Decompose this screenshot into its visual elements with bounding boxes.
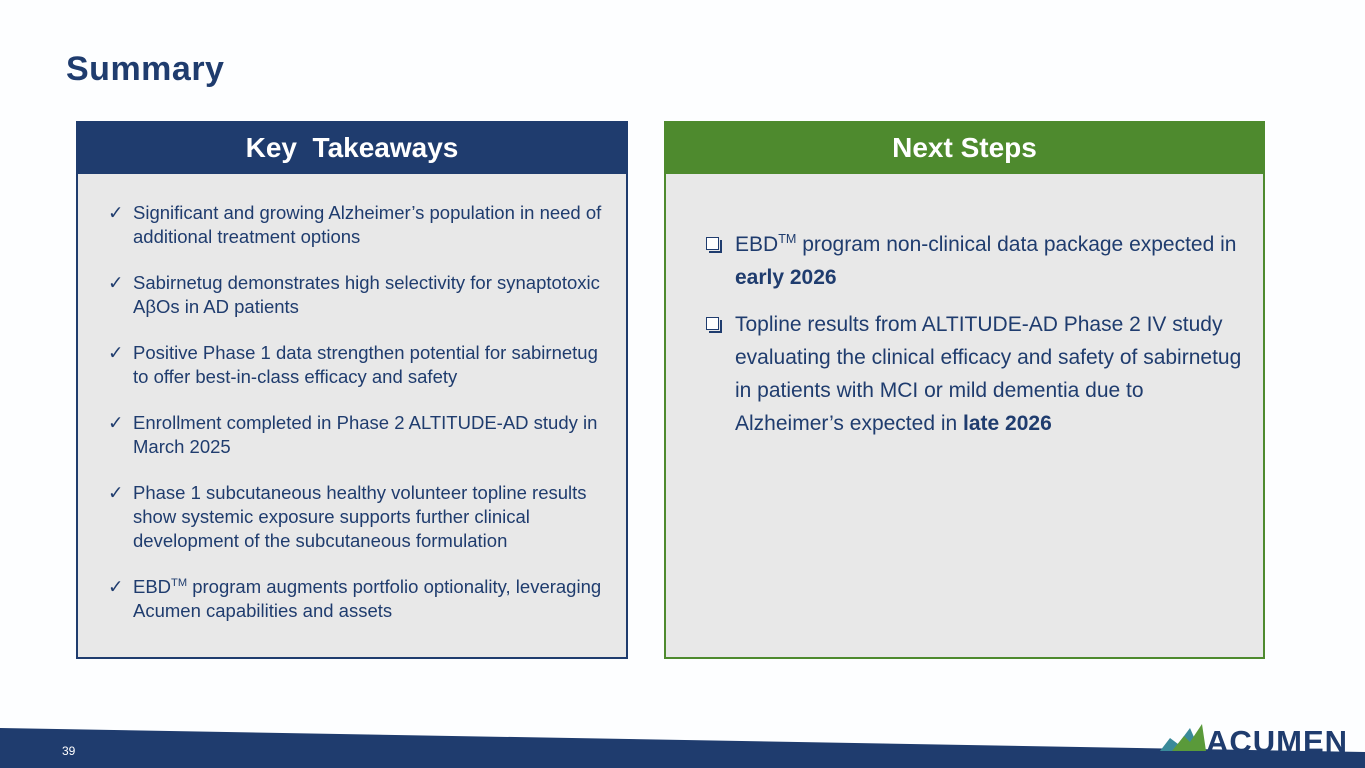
takeaway-item [108,271,610,319]
checkmark-icon: ✓ [108,342,124,363]
takeaway-item [108,481,610,553]
next-steps-panel [664,121,1265,659]
text-run: Phase 1 subcutaneous healthy volunteer topline results show systemic exposure supports further clinical development of the subcutaneous formulation [133,482,587,551]
superscript: TM [171,576,188,589]
next-steps-header: Next Steps [664,121,1265,174]
checkmark-icon: ✓ [108,482,124,503]
text-run: Sabirnetug demonstrates high selectivity for synaptotoxic AβOs in AD patients [133,272,600,317]
page-number: 39 [62,744,76,758]
checkbox-bullet-icon [706,317,719,330]
emphasis-date: early 2026 [735,266,837,289]
text-run: program non-clinical data package expected in [796,233,1237,256]
text-run: EBD [133,576,172,597]
text-run: Positive Phase 1 data strengthen potential for sabirnetug to offer best-in-class efficacy and safety [133,342,598,387]
takeaway-item [108,201,610,249]
text-run: program augments portfolio optionality, leveraging Acumen capabilities and assets [133,576,602,621]
text-run: EBD [735,233,779,256]
checkbox-bullet-icon [706,237,719,250]
next-step-item [706,308,1245,440]
superscript: TM [778,232,797,246]
next-step-item [706,228,1245,294]
takeaway-item [108,575,610,623]
emphasis-date: late 2026 [963,412,1052,435]
checkmark-icon: ✓ [108,412,124,433]
text-run: Topline results from ALTITUDE-AD Phase 2 IV study evaluating the clinical efficacy and safety of sabirnetug in patients with MCI or mild dementia due to Alzheimer’s expected in [735,313,1242,435]
key-takeaways-list [108,201,610,645]
next-steps-list [706,228,1245,454]
takeaway-item [108,411,610,459]
text-run: Enrollment completed in Phase 2 ALTITUDE-AD study in March 2025 [133,412,598,457]
acumen-logo-text: ACUMEN [1206,724,1349,759]
takeaway-item [108,341,610,389]
checkmark-icon: ✓ [108,202,124,223]
checkmark-icon: ✓ [108,576,124,597]
checkmark-icon: ✓ [108,272,124,293]
page-title: Summary [66,50,225,88]
text-run: Significant and growing Alzheimer’s population in need of additional treatment options [133,202,602,247]
key-takeaways-panel [76,121,628,659]
key-takeaways-header: Key Takeaways [76,121,628,174]
